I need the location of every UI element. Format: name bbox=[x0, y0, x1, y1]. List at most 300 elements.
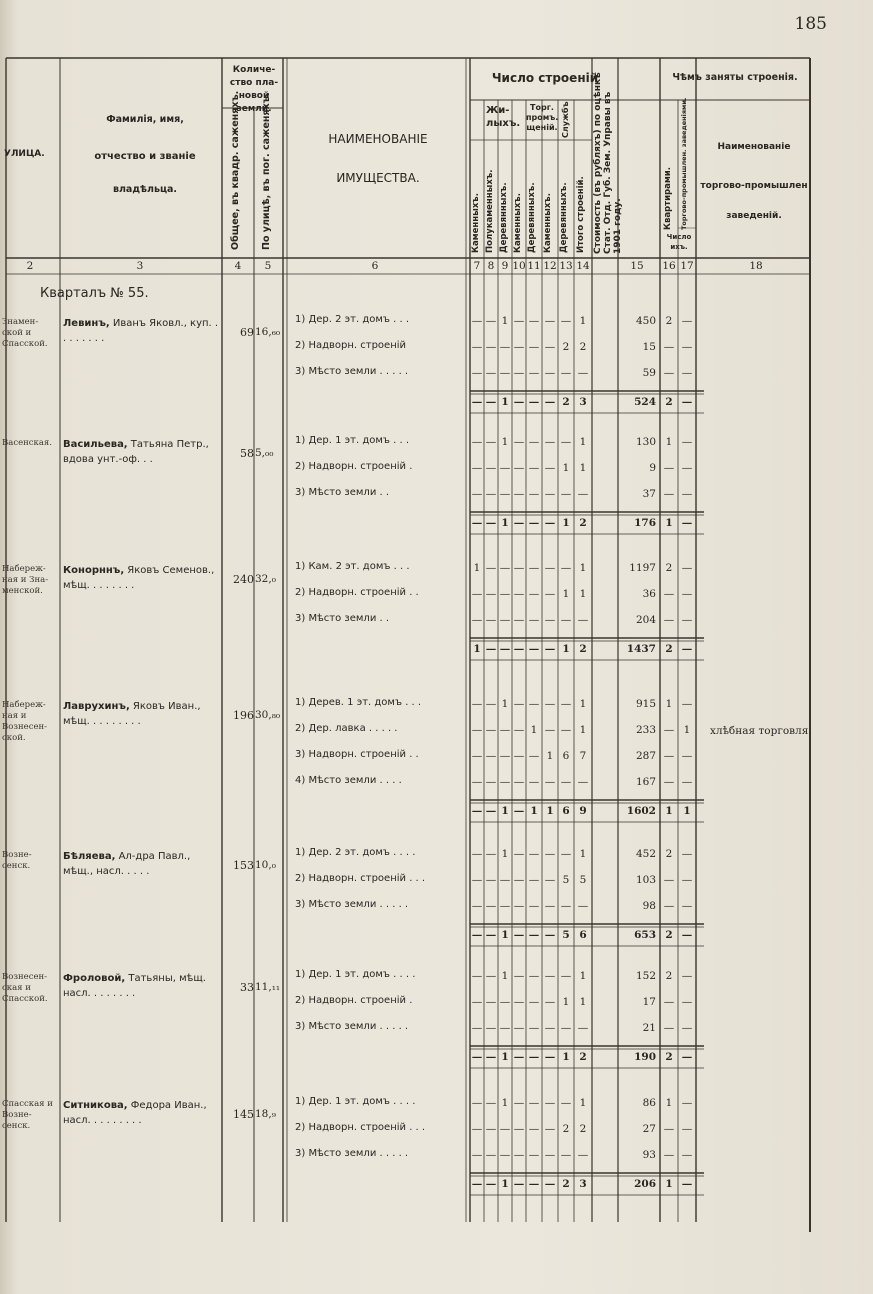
total-trade: 1 bbox=[683, 805, 691, 817]
total-building-count: — bbox=[471, 929, 483, 941]
trade-count: — bbox=[681, 1123, 693, 1135]
building-count: — bbox=[560, 1022, 572, 1034]
apartments-count: — bbox=[663, 874, 675, 886]
building-count: 1 bbox=[579, 970, 587, 982]
total-building-count: 1 bbox=[562, 1051, 570, 1063]
building-count: 1 bbox=[579, 436, 587, 448]
property-item: 2) Надворн. строеній bbox=[295, 340, 407, 351]
building-count: — bbox=[544, 1123, 556, 1135]
building-count: 5 bbox=[562, 874, 570, 886]
header-land-line: новой bbox=[238, 91, 270, 101]
property-item: 2) Надворн. строеній . . bbox=[295, 587, 419, 598]
building-count: — bbox=[471, 1097, 483, 1109]
land-area: 33 bbox=[240, 981, 254, 994]
building-count: — bbox=[560, 367, 572, 379]
building-count: 5 bbox=[579, 874, 587, 886]
trade-count: — bbox=[681, 436, 693, 448]
property-item: 3) Мѣсто земли . . . . . bbox=[295, 366, 409, 377]
owner-street: Васенская. bbox=[2, 438, 52, 448]
building-count: 1 bbox=[579, 562, 587, 574]
total-building-count: — bbox=[471, 805, 483, 817]
trade-count: — bbox=[681, 315, 693, 327]
building-count: — bbox=[577, 367, 589, 379]
total-building-count: — bbox=[471, 1051, 483, 1063]
building-count: — bbox=[471, 488, 483, 500]
building-count: 1 bbox=[579, 724, 587, 736]
building-count: — bbox=[471, 724, 483, 736]
building-count: — bbox=[513, 970, 525, 982]
total-trade: — bbox=[681, 517, 693, 529]
total-building-count: — bbox=[485, 805, 497, 817]
trade-count: — bbox=[681, 588, 693, 600]
building-count: — bbox=[471, 1123, 483, 1135]
header-building-type: Каменныхъ. bbox=[543, 193, 553, 253]
apartments-count: — bbox=[663, 724, 675, 736]
building-count: — bbox=[499, 488, 511, 500]
building-count: — bbox=[513, 315, 525, 327]
owner-street: Набережная и Знаменской. bbox=[2, 564, 49, 597]
land-frontage: 32,₀ bbox=[255, 573, 276, 585]
owner-details: Ал-дра Павл., мѣщ., насл. . . . . bbox=[63, 851, 191, 877]
building-count: 1 bbox=[501, 436, 509, 448]
building-count: — bbox=[544, 488, 556, 500]
building-count: — bbox=[577, 900, 589, 912]
owner-name bbox=[63, 438, 219, 467]
building-count: — bbox=[471, 1149, 483, 1161]
building-count: — bbox=[528, 1022, 540, 1034]
building-count: — bbox=[485, 776, 497, 788]
header-occupied: Чѣмъ заняты строенія. bbox=[672, 72, 798, 83]
building-count: — bbox=[485, 341, 497, 353]
property-value: 98 bbox=[642, 900, 656, 912]
total-building-count: 3 bbox=[579, 396, 587, 408]
building-count: — bbox=[560, 900, 572, 912]
building-count: — bbox=[471, 776, 483, 788]
land-frontage: 10,₀ bbox=[255, 859, 276, 871]
total-building-count: — bbox=[544, 1178, 556, 1190]
header-apartments: Квартирами. bbox=[663, 167, 673, 230]
building-count: — bbox=[544, 436, 556, 448]
building-count: — bbox=[560, 315, 572, 327]
apartments-count: 1 bbox=[665, 698, 673, 710]
building-count: 1 bbox=[579, 1097, 587, 1109]
building-count: — bbox=[513, 1097, 525, 1109]
building-count: — bbox=[528, 341, 540, 353]
property-value: 15 bbox=[642, 341, 656, 353]
owner-details: Татьяны, мѣщ. насл. . . . . . . . bbox=[63, 973, 206, 999]
property-item: 2) Надворн. строеній . . . bbox=[295, 873, 426, 884]
owner-surname: Бѣляева, bbox=[63, 851, 116, 862]
building-count: — bbox=[485, 488, 497, 500]
owner-surname: Конорннъ, bbox=[63, 565, 125, 576]
land-frontage: 18,₉ bbox=[255, 1108, 276, 1120]
building-count: — bbox=[544, 724, 556, 736]
building-count: — bbox=[528, 614, 540, 626]
building-count: 2 bbox=[562, 1123, 570, 1135]
building-count: — bbox=[560, 698, 572, 710]
property-item: 3) Надворн. строеній . . bbox=[295, 749, 419, 760]
total-building-count: — bbox=[513, 517, 525, 529]
building-count: — bbox=[471, 848, 483, 860]
building-count: — bbox=[577, 488, 589, 500]
building-count: — bbox=[528, 315, 540, 327]
building-count: — bbox=[485, 970, 497, 982]
building-count: — bbox=[544, 562, 556, 574]
total-building-count: 2 bbox=[562, 396, 570, 408]
column-number: 13 bbox=[559, 260, 573, 272]
building-count: 1 bbox=[579, 996, 587, 1008]
total-building-count: — bbox=[485, 517, 497, 529]
owner-surname: Левинъ, bbox=[63, 318, 110, 329]
header-street: УЛИЦА. bbox=[4, 149, 45, 159]
building-count: — bbox=[513, 776, 525, 788]
total-apartments: 2 bbox=[665, 643, 673, 655]
total-apartments: 2 bbox=[665, 1051, 673, 1063]
building-count: 7 bbox=[579, 750, 587, 762]
building-count: — bbox=[485, 1022, 497, 1034]
total-building-count: 1 bbox=[501, 805, 509, 817]
owner-name bbox=[63, 850, 219, 879]
building-count: — bbox=[528, 996, 540, 1008]
apartments-count: — bbox=[663, 341, 675, 353]
building-count: — bbox=[499, 588, 511, 600]
building-count: — bbox=[513, 436, 525, 448]
property-value: 9 bbox=[649, 462, 656, 474]
apartments-count: 2 bbox=[665, 315, 673, 327]
total-value: 206 bbox=[634, 1178, 656, 1190]
total-building-count: 2 bbox=[579, 1051, 587, 1063]
owner-name bbox=[63, 1099, 219, 1128]
building-count: — bbox=[471, 996, 483, 1008]
building-count: 6 bbox=[562, 750, 570, 762]
column-number: 17 bbox=[680, 260, 694, 272]
building-count: — bbox=[471, 874, 483, 886]
property-value: 204 bbox=[635, 614, 656, 626]
building-count: — bbox=[544, 588, 556, 600]
total-building-count: — bbox=[513, 805, 525, 817]
column-number: 16 bbox=[662, 260, 676, 272]
property-item: 4) Мѣсто земли . . . . bbox=[295, 775, 402, 786]
header-trade-line: промъ. bbox=[526, 113, 559, 122]
building-count: 1 bbox=[501, 698, 509, 710]
column-number: 18 bbox=[749, 260, 763, 272]
total-building-count: 1 bbox=[501, 1051, 509, 1063]
building-count: — bbox=[485, 724, 497, 736]
owner-name bbox=[63, 564, 219, 593]
header-trade-line: Торг. bbox=[530, 103, 554, 112]
total-building-count: 2 bbox=[562, 1178, 570, 1190]
total-building-count: — bbox=[528, 929, 540, 941]
building-count: — bbox=[499, 874, 511, 886]
building-count: — bbox=[471, 900, 483, 912]
total-building-count: — bbox=[485, 643, 497, 655]
building-count: — bbox=[528, 1123, 540, 1135]
building-count: — bbox=[485, 614, 497, 626]
building-count: — bbox=[513, 1123, 525, 1135]
trade-count: — bbox=[681, 562, 693, 574]
land-frontage: 16,₆₀ bbox=[255, 326, 281, 338]
property-value: 17 bbox=[642, 996, 656, 1008]
column-number: 6 bbox=[371, 260, 379, 272]
building-count: — bbox=[485, 462, 497, 474]
property-value: 21 bbox=[642, 1022, 656, 1034]
building-count: — bbox=[499, 1022, 511, 1034]
building-count: — bbox=[471, 315, 483, 327]
building-count: — bbox=[499, 750, 511, 762]
building-count: — bbox=[513, 588, 525, 600]
property-item: 3) Мѣсто земли . . . . . bbox=[295, 1021, 409, 1032]
building-count: 1 bbox=[579, 698, 587, 710]
column-number: 15 bbox=[630, 260, 644, 272]
building-count: — bbox=[560, 614, 572, 626]
total-apartments: 1 bbox=[665, 805, 673, 817]
trade-count: — bbox=[681, 367, 693, 379]
total-building-count: — bbox=[485, 1051, 497, 1063]
trade-count: — bbox=[681, 848, 693, 860]
property-item: 3) Мѣсто земли . . bbox=[295, 613, 390, 624]
total-building-count: 1 bbox=[501, 517, 509, 529]
building-count: — bbox=[544, 367, 556, 379]
total-value: 190 bbox=[634, 1051, 656, 1063]
total-apartments: 1 bbox=[665, 517, 673, 529]
building-count: — bbox=[544, 462, 556, 474]
building-count: — bbox=[485, 750, 497, 762]
building-count: — bbox=[544, 698, 556, 710]
property-item: 1) Дер. 1 эт. домъ . . . bbox=[295, 435, 410, 446]
building-count: — bbox=[528, 776, 540, 788]
land-frontage: 30,₈₀ bbox=[255, 709, 281, 721]
column-number: 2 bbox=[26, 260, 34, 272]
owner-details: Татьяна Петр., вдова унт.-оф. . . bbox=[63, 439, 209, 465]
total-apartments: 2 bbox=[665, 929, 673, 941]
total-apartments: 1 bbox=[665, 1178, 673, 1190]
land-area: 196 bbox=[233, 709, 254, 722]
total-building-count: — bbox=[471, 1178, 483, 1190]
trade-count: — bbox=[681, 970, 693, 982]
owner-name bbox=[63, 700, 219, 729]
header-land-line: ство пла- bbox=[229, 78, 279, 88]
building-count: — bbox=[513, 614, 525, 626]
property-value: 450 bbox=[635, 315, 656, 327]
building-count: — bbox=[499, 562, 511, 574]
header-count-label: ихъ. bbox=[670, 243, 688, 251]
building-count: 1 bbox=[501, 1097, 509, 1109]
header-building-type: Деревянныхъ. bbox=[559, 182, 569, 253]
property-item: 2) Надворн. строеній . bbox=[295, 461, 413, 472]
total-building-count: — bbox=[528, 1051, 540, 1063]
owner-street: Знаменской и Спасской. bbox=[2, 317, 48, 350]
property-value: 59 bbox=[642, 367, 656, 379]
page-number: 185 bbox=[794, 14, 827, 34]
trade-count: — bbox=[681, 1149, 693, 1161]
building-count: — bbox=[560, 970, 572, 982]
trade-name: хлѣбная торговля. bbox=[710, 725, 812, 737]
header-value: Стоимость (въ рубляхъ) по оцѣнкѣ Стат. Отд. Губ. Зем. Управы въ 1901 году. bbox=[593, 72, 623, 254]
owner-surname: Васильева, bbox=[63, 439, 128, 450]
owner-details: Яковъ Семенов., мѣщ. . . . . . . . bbox=[63, 565, 215, 591]
total-value: 524 bbox=[634, 396, 656, 408]
building-count: — bbox=[499, 900, 511, 912]
building-count: — bbox=[499, 776, 511, 788]
total-building-count: — bbox=[513, 396, 525, 408]
total-building-count: — bbox=[485, 396, 497, 408]
building-count: — bbox=[528, 848, 540, 860]
total-value: 653 bbox=[634, 929, 656, 941]
header-owner-line: Фамилія, имя, bbox=[106, 114, 184, 125]
building-count: — bbox=[528, 1097, 540, 1109]
building-count: — bbox=[485, 315, 497, 327]
building-count: — bbox=[577, 1022, 589, 1034]
building-count: 1 bbox=[562, 996, 570, 1008]
apartments-count: — bbox=[663, 900, 675, 912]
building-count: — bbox=[471, 588, 483, 600]
property-item: 2) Дер. лавка . . . . . bbox=[295, 723, 398, 734]
building-count: — bbox=[485, 588, 497, 600]
apartments-count: — bbox=[663, 1123, 675, 1135]
property-value: 452 bbox=[635, 848, 656, 860]
header-land-street: По улицѣ, въ пог. саженяхъ. bbox=[261, 92, 272, 250]
building-count: — bbox=[528, 900, 540, 912]
building-count: — bbox=[485, 562, 497, 574]
header-buildings: Число строеній bbox=[491, 71, 599, 85]
header-land-line: земли. bbox=[236, 104, 272, 114]
building-count: — bbox=[528, 1149, 540, 1161]
total-trade: — bbox=[681, 929, 693, 941]
building-count: — bbox=[544, 341, 556, 353]
building-count: — bbox=[499, 996, 511, 1008]
building-count: — bbox=[560, 1149, 572, 1161]
trade-count: — bbox=[681, 900, 693, 912]
apartments-count: — bbox=[663, 588, 675, 600]
building-count: — bbox=[528, 750, 540, 762]
property-item: 1) Дер. 2 эт. домъ . . . bbox=[295, 314, 410, 325]
building-count: 1 bbox=[501, 970, 509, 982]
property-item: 1) Кам. 2 эт. домъ . . . bbox=[295, 561, 410, 572]
building-count: — bbox=[499, 462, 511, 474]
building-count: — bbox=[544, 970, 556, 982]
building-count: — bbox=[499, 1123, 511, 1135]
header-trade-name: торгово-промышлен bbox=[700, 181, 808, 191]
building-count: — bbox=[471, 698, 483, 710]
building-count: — bbox=[528, 367, 540, 379]
building-count: — bbox=[528, 488, 540, 500]
total-building-count: 1 bbox=[473, 643, 481, 655]
building-count: — bbox=[560, 488, 572, 500]
building-count: — bbox=[485, 1097, 497, 1109]
header-residential-line: лыхъ. bbox=[486, 118, 521, 129]
total-trade: — bbox=[681, 643, 693, 655]
total-building-count: 5 bbox=[562, 929, 570, 941]
total-trade: — bbox=[681, 1051, 693, 1063]
property-item: 3) Мѣсто земли . . . . . bbox=[295, 1148, 409, 1159]
column-number: 3 bbox=[136, 260, 144, 272]
building-count: — bbox=[544, 848, 556, 860]
building-count: — bbox=[528, 562, 540, 574]
building-count: 2 bbox=[579, 341, 587, 353]
total-building-count: 1 bbox=[501, 1178, 509, 1190]
building-count: — bbox=[544, 900, 556, 912]
total-building-count: — bbox=[499, 643, 511, 655]
building-count: — bbox=[485, 874, 497, 886]
total-building-count: — bbox=[544, 517, 556, 529]
building-count: — bbox=[499, 367, 511, 379]
building-count: — bbox=[485, 848, 497, 860]
building-count: — bbox=[513, 750, 525, 762]
total-building-count: 1 bbox=[546, 805, 554, 817]
building-count: 1 bbox=[579, 848, 587, 860]
property-value: 915 bbox=[635, 698, 656, 710]
header-building-type: Каменныхъ. bbox=[513, 193, 523, 253]
land-area: 69 bbox=[240, 326, 254, 339]
header-building-type: Полукаменныхъ. bbox=[485, 169, 495, 253]
total-building-count: — bbox=[528, 643, 540, 655]
trade-count: — bbox=[681, 614, 693, 626]
building-count: 1 bbox=[579, 315, 587, 327]
header-trade-name: заведеній. bbox=[726, 211, 782, 221]
owner-details: Иванъ Яковл., куп. . . . . . . . . bbox=[63, 318, 219, 344]
owner-street: Вознесенск. bbox=[2, 850, 32, 872]
building-count: — bbox=[560, 562, 572, 574]
column-number: 5 bbox=[264, 260, 272, 272]
property-item: 2) Надворн. строеній . . . bbox=[295, 1122, 426, 1133]
total-building-count: — bbox=[485, 1178, 497, 1190]
property-value: 233 bbox=[635, 724, 656, 736]
property-item: 2) Надворн. строеній . bbox=[295, 995, 413, 1006]
apartments-count: 1 bbox=[665, 1097, 673, 1109]
owner-name bbox=[63, 317, 219, 346]
trade-count: — bbox=[681, 776, 693, 788]
owner-surname: Фроловой, bbox=[63, 973, 126, 984]
building-count: 1 bbox=[546, 750, 554, 762]
apartments-count: 2 bbox=[665, 970, 673, 982]
header-owner-line: отчество и званіе bbox=[94, 151, 196, 162]
trade-count: 1 bbox=[683, 724, 691, 736]
building-count: — bbox=[471, 614, 483, 626]
property-value: 93 bbox=[642, 1149, 656, 1161]
total-trade: — bbox=[681, 1178, 693, 1190]
building-count: — bbox=[577, 614, 589, 626]
header-owner-line: владѣльца. bbox=[112, 184, 178, 195]
total-building-count: — bbox=[528, 1178, 540, 1190]
owner-surname: Лаврухинъ, bbox=[63, 701, 130, 712]
header-property-line: НАИМЕНОВАНІЕ bbox=[328, 132, 428, 146]
column-number: 14 bbox=[576, 260, 590, 272]
apartments-count: 2 bbox=[665, 848, 673, 860]
trade-count: — bbox=[681, 488, 693, 500]
apartments-count: — bbox=[663, 614, 675, 626]
header-trade-estab: Торгово-промышлен. заведеніями. bbox=[680, 97, 688, 230]
building-count: — bbox=[544, 776, 556, 788]
building-count: — bbox=[528, 698, 540, 710]
owner-name bbox=[63, 972, 219, 1001]
building-count: 1 bbox=[473, 562, 481, 574]
total-building-count: — bbox=[544, 1051, 556, 1063]
property-item: 3) Мѣсто земли . . bbox=[295, 487, 390, 498]
total-building-count: 6 bbox=[579, 929, 587, 941]
building-count: — bbox=[544, 1022, 556, 1034]
property-value: 86 bbox=[642, 1097, 656, 1109]
building-count: — bbox=[560, 776, 572, 788]
total-building-count: — bbox=[471, 396, 483, 408]
header-trade-name: Наименованіе bbox=[717, 142, 791, 152]
building-count: — bbox=[513, 367, 525, 379]
property-item: 1) Дер. 1 эт. домъ . . . . bbox=[295, 969, 416, 980]
column-number: 8 bbox=[487, 260, 495, 272]
building-count: — bbox=[513, 900, 525, 912]
building-count: — bbox=[528, 462, 540, 474]
building-count: — bbox=[513, 562, 525, 574]
land-area: 58 bbox=[240, 447, 254, 460]
